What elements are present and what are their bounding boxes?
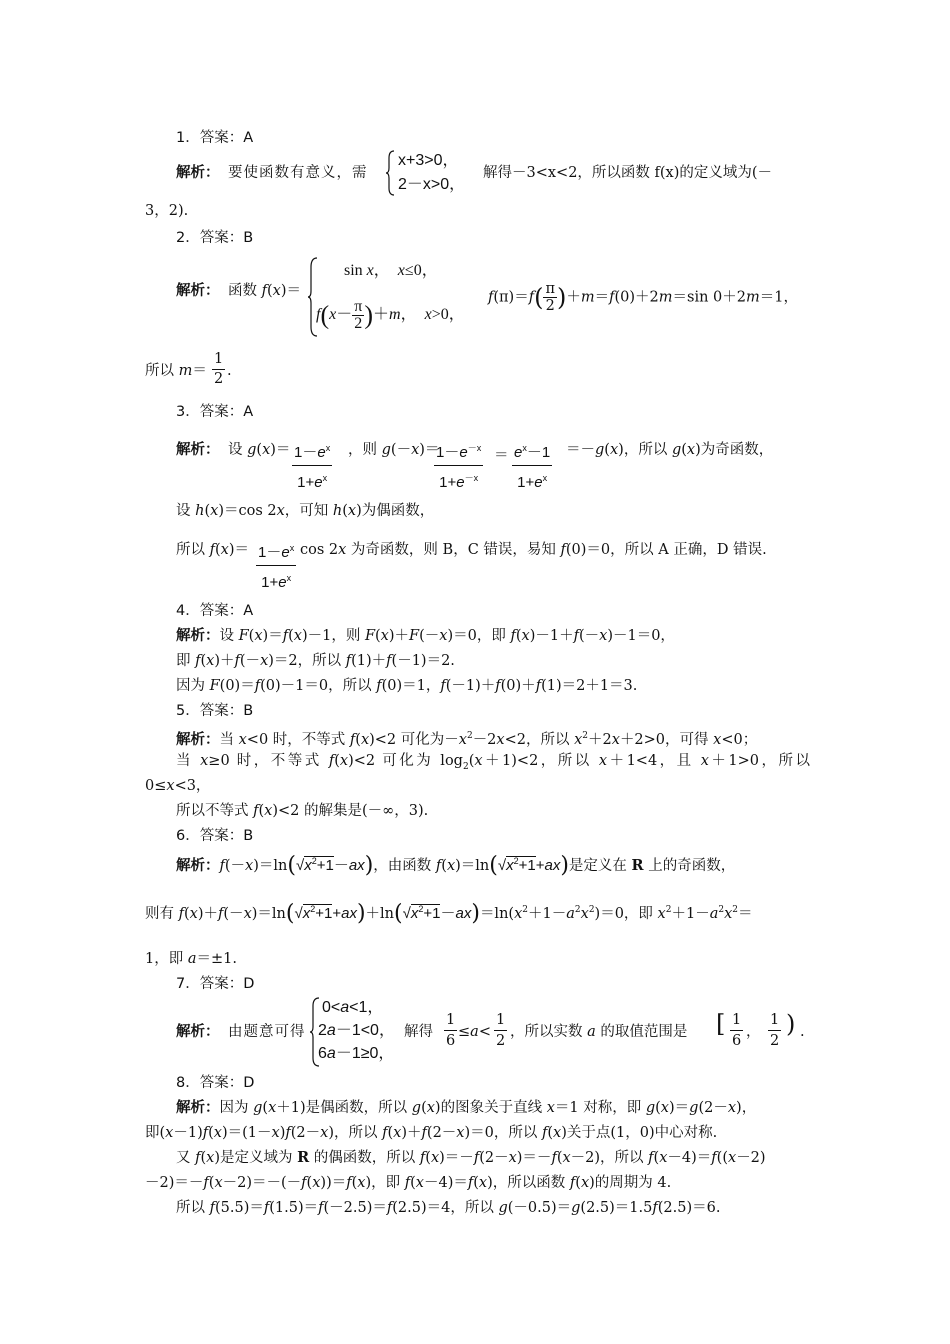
analysis-text: 由题意可得 bbox=[228, 1024, 306, 1040]
answer-1-heading: 1．答案：A bbox=[176, 130, 254, 146]
answer-4-analysis-line3: 因为 F(0)＝f(0)－1＝0，所以 f(0)＝1，f(－1)＋f(0)＋f(1)＝2＋1＝3. bbox=[176, 678, 638, 694]
analysis-label: 解析： bbox=[176, 283, 220, 299]
answer-4-analysis-line2: 即 f(x)＋f(－x)＝2，所以 f(1)＋f(－1)＝2. bbox=[176, 653, 455, 669]
answer-8-analysis-line2: 即(x－1)f(x)＝(1－x)f(2－x)，所以 f(x)＋f(2－x)＝0，所以 f(x)关于点(1，0)中心对称. bbox=[145, 1125, 718, 1141]
answer-3-analysis-line1: 解析： 设 g(x)＝ $1-e^x$ $1+e^x$ ，则 g(－x)＝ $1-e^{-x}$ $1+e^{-x}$ ＝ $e^x-1$ $1+e^x$ ＝－g(x)，所以 g(x)为奇函数， bbox=[176, 432, 810, 488]
left-brace-icon bbox=[386, 150, 396, 196]
system-row-2: 2a－1<0， bbox=[318, 1022, 395, 1039]
answer-8-analysis-line4: －2)＝－f(x－2)＝－(－f(x))＝f(x)，即 f(x－4)＝f(x)，所以函数 f(x)的周期为 4. bbox=[145, 1175, 672, 1191]
analysis-text: 函数 f(x)＝ bbox=[228, 283, 302, 299]
analysis-label: 解析： bbox=[176, 442, 220, 458]
answer-6-analysis-line3: 1，即 a＝±1. bbox=[145, 951, 237, 967]
answer-5-analysis-line1: 解析：当 x<0 时，不等式 f(x)<2 可化为$-x^2-2x<2$，所以 $x^2+2x+2>0$，可得 x<0； bbox=[176, 731, 758, 748]
piecewise-case-1: sin x， x≤0， bbox=[344, 262, 438, 279]
answer-5-analysis-line2: 当 x≥0 时，不等式 f(x)<2 可化为 $\log_2(x+1)<2$，所以 x＋1<4，且 x＋1>0，所以 bbox=[176, 753, 811, 772]
answer-3-analysis-line2: 设 h(x)＝cos 2x，可知 h(x)为偶函数， bbox=[176, 503, 435, 519]
answer-5-analysis-line4: 所以不等式 f(x)<2 的解集是(－∞，3). bbox=[176, 803, 429, 819]
answer-2-analysis-line1 bbox=[176, 255, 810, 335]
answer-8-heading: 8．答案：D bbox=[176, 1075, 255, 1091]
answer-5-heading: 5．答案：B bbox=[176, 703, 254, 719]
analysis-text: 解得－3<x<2，所以函数 f(x)的定义域为(－ bbox=[483, 165, 773, 181]
system-row-2: 2－x>0， bbox=[398, 176, 466, 193]
answer-6-heading: 6．答案：B bbox=[176, 828, 254, 844]
answer-7-analysis-line1: 解析： 由题意可得 0<a<1， 2a－1<0， 6a－1≥0， 解得 1 6 ≤a< 1 2 ，所以实数 a 的取值范围是 [ 1 6 ， 1 2 ) . bbox=[176, 996, 810, 1068]
piecewise-case-2: f(x－ $\frac{\pi}{2}$ )＋m， x>0， bbox=[316, 298, 465, 332]
answer-6-analysis-line2: 则有 $f(x)+f(-x)=\ln(√x^2+1+ax)+\ln(√x^2+1-ax)=\ln(x^2+1-a^2x^2)=0$，即 $x^2+1-a^2x^2=$ bbox=[145, 901, 753, 926]
answer-1-analysis-line2: 3，2). bbox=[145, 203, 189, 219]
answer-8-analysis-line1: 解析：因为 g(x＋1)是偶函数，所以 g(x)的图象关于直线 x＝1 对称，即 g(x)＝g(2－x)， bbox=[176, 1100, 757, 1116]
answer-4-analysis-line1: 解析：设 F(x)＝f(x)－1，则 F(x)＋F(－x)＝0，即 f(x)－1＋f(－x)－1＝0， bbox=[176, 628, 675, 644]
analysis-label: 解析： bbox=[176, 1024, 220, 1040]
analysis-label: 解析： bbox=[176, 165, 220, 181]
analysis-label: 解析： bbox=[176, 858, 220, 874]
system-row-3: 6a－1≥0， bbox=[318, 1045, 395, 1062]
answer-2-heading: 2．答案：B bbox=[176, 230, 254, 246]
analysis-label: 解析： bbox=[176, 1100, 220, 1116]
answer-2-analysis-line2: 所以 m＝ 1 2 . bbox=[145, 351, 232, 387]
analysis-label: 解析： bbox=[176, 628, 220, 644]
system-row-1: x+3>0， bbox=[398, 152, 459, 169]
answer-8-analysis-line5: 所以 f(5.5)＝f(1.5)＝f(－2.5)＝f(2.5)＝4，所以 g(－0.5)＝g(2.5)＝1.5f(2.5)＝6. bbox=[176, 1200, 721, 1216]
answer-7-heading: 7．答案：D bbox=[176, 976, 255, 992]
answer-1-analysis-line1 bbox=[176, 148, 810, 198]
answer-3-analysis-line3: 所以 f(x)＝ $1-e^x$ $1+e^x$ cos 2x 为奇函数，则 B，C 错误，易知 f(0)＝0，所以 A 正确，D 错误. bbox=[176, 532, 810, 588]
answer-3-heading: 3．答案：A bbox=[176, 404, 254, 420]
analysis-text: f(π)＝f( $\frac{\pi}{2}$ )＋m＝f(0)＋2m＝sin 0＋2m＝1， bbox=[488, 281, 798, 314]
answer-8-analysis-line3: 又 f(x)是定义域为 R 的偶函数，所以 f(x)＝－f(2－x)＝－f(x－2)，所以 f(x－4)＝f((x－2) bbox=[176, 1149, 766, 1166]
answer-6-analysis-line1: 解析：$f(-x)=\ln(√x^2+1-ax)$，由函数 $f(x)=\ln(√x^2+1+ax)$是定义在 R 上的奇函数， bbox=[176, 853, 736, 878]
system-row-1: 0<a<1， bbox=[322, 999, 384, 1016]
analysis-label: 解析： bbox=[176, 731, 220, 748]
answer-4-heading: 4．答案：A bbox=[176, 603, 254, 619]
analysis-text: 要使函数有意义，需 bbox=[228, 165, 368, 181]
answer-5-analysis-line3: 0≤x<3， bbox=[145, 778, 211, 794]
